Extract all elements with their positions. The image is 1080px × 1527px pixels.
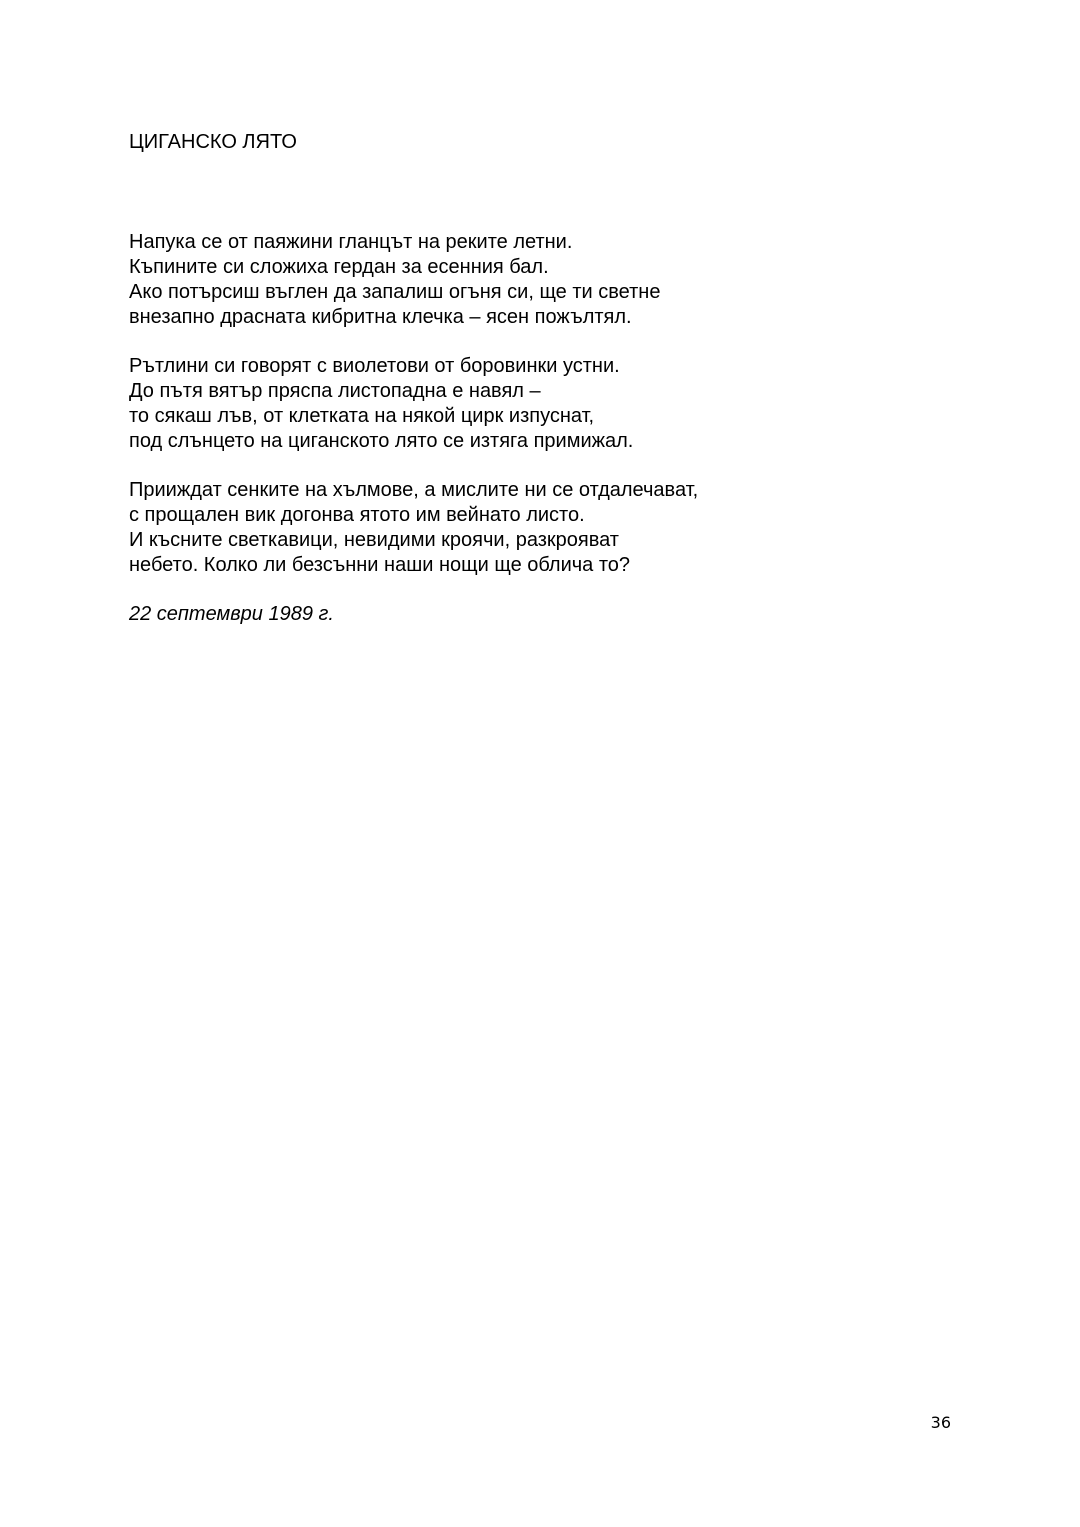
stanza-1 — [129, 230, 949, 330]
poem-line: под слънцето на циганското лято се изтяга примижал. — [129, 430, 634, 452]
poem-line: Прииждат сенките на хълмове, а мислите ни се отдалечават, — [129, 479, 699, 501]
poem-body — [129, 230, 949, 627]
stanza-3 — [129, 478, 949, 578]
poem-line: До пътя вятър пряспа листопадна е навял – — [129, 380, 541, 402]
poem-line: Къпините си сложиха гердан за есенния бал. — [129, 256, 549, 278]
poem-line: то сякаш лъв, от клетката на някой цирк изпуснат, — [129, 405, 595, 427]
poem-line: Напука се от паяжини гланцът на реките летни. — [129, 231, 573, 253]
poem-line: внезапно драсната кибритна клечка – ясен пожълтял. — [129, 306, 632, 328]
poem-line: Рътлини си говорят с виолетови от боровинки устни. — [129, 355, 620, 377]
poem-line: с прощален вик догонва ятото им вейнато листо. — [129, 504, 585, 526]
poem-line: Ако потърсиш въглен да запалиш огъня си, ще ти светне — [129, 281, 661, 303]
page-title: ЦИГАНСКО ЛЯТО — [129, 131, 297, 153]
stanza-2 — [129, 354, 949, 454]
poem-date: 22 септември 1989 г. — [129, 603, 334, 625]
page-number: 36 — [930, 1413, 951, 1432]
poem-line: И късните светкавици, невидими кроячи, разкрояват — [129, 529, 619, 551]
poem-line: небето. Колко ли безсънни наши нощи ще облича то? — [129, 554, 631, 576]
